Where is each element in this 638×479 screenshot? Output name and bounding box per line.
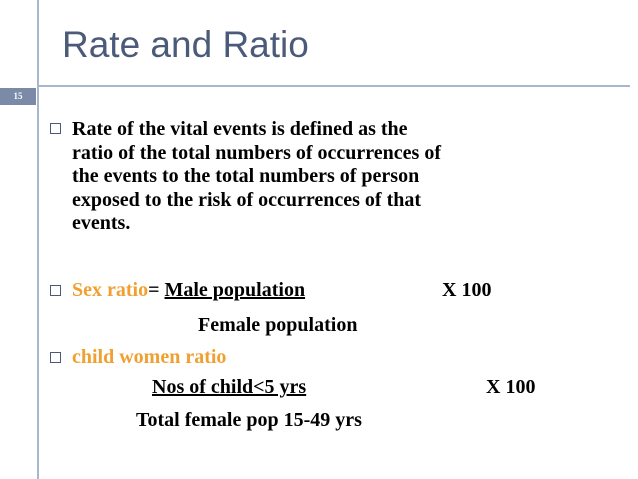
square-bullet-icon bbox=[50, 123, 61, 134]
child-women-ratio-multiplier: X 100 bbox=[486, 376, 536, 398]
slide-number-badge: 15 bbox=[0, 88, 36, 105]
sex-ratio-numerator: Male population bbox=[164, 279, 306, 301]
sex-ratio-label: Sex ratio bbox=[72, 279, 149, 301]
rate-definition-line: events. bbox=[72, 212, 131, 234]
rate-definition-line: the events to the total numbers of person bbox=[72, 165, 420, 187]
rate-definition-line: exposed to the risk of occurrences of that bbox=[72, 188, 422, 211]
sex-ratio-multiplier: X 100 bbox=[442, 279, 492, 301]
sex-ratio-line bbox=[72, 279, 305, 302]
child-women-ratio-label: child women ratio bbox=[72, 346, 227, 368]
square-bullet-icon bbox=[50, 352, 61, 363]
child-women-ratio-denominator: Total female pop 15-49 yrs bbox=[136, 409, 362, 431]
rate-definition-paragraph bbox=[72, 118, 612, 236]
title-underline-rule bbox=[37, 85, 630, 87]
rate-definition-line: ratio of the total numbers of occurrences of bbox=[72, 141, 441, 164]
child-women-ratio-numerator: Nos of child<5 yrs bbox=[152, 376, 307, 398]
sex-ratio-equals: = bbox=[148, 279, 165, 301]
sex-ratio-denominator: Female population bbox=[198, 314, 358, 336]
left-vertical-rule bbox=[37, 0, 39, 479]
rate-definition-line: Rate of the vital events is defined as the bbox=[72, 118, 408, 140]
square-bullet-icon bbox=[50, 285, 61, 296]
slide-title: Rate and Ratio bbox=[62, 24, 309, 65]
